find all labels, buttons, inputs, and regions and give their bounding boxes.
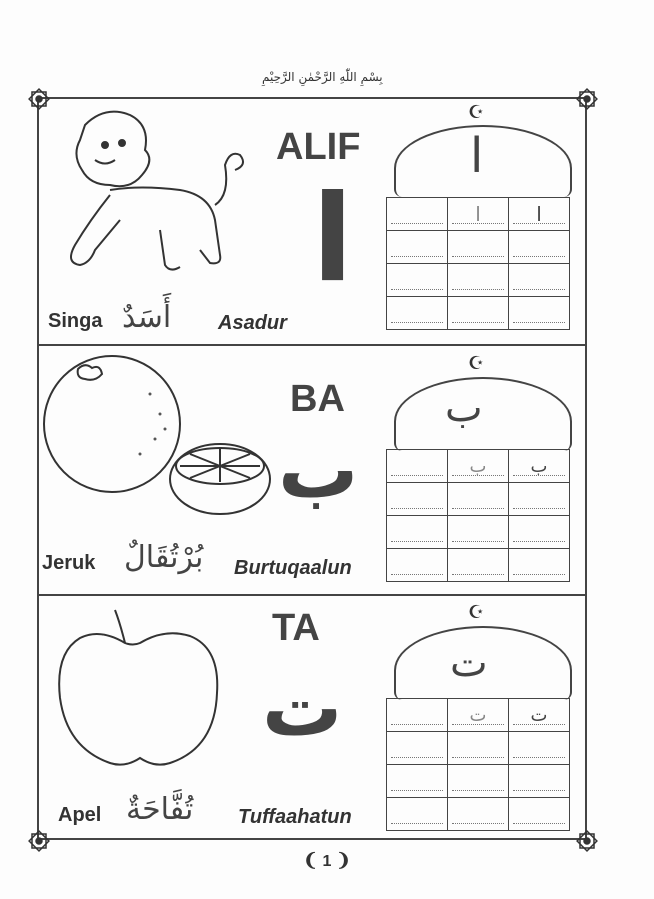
page-number: ❨ 1 ❩ — [303, 850, 351, 870]
practice-cell[interactable] — [448, 732, 509, 765]
practice-cell[interactable] — [387, 549, 448, 582]
corner-ornament-icon — [572, 826, 602, 856]
practice-cell[interactable] — [509, 732, 570, 765]
practice-cell[interactable] — [509, 798, 570, 831]
practice-cell[interactable] — [387, 798, 448, 831]
practice-cell[interactable] — [509, 264, 570, 297]
section-divider — [37, 344, 587, 346]
practice-cell[interactable]: ت — [448, 699, 509, 732]
practice-cell[interactable] — [448, 231, 509, 264]
practice-cell[interactable] — [509, 231, 570, 264]
big-letter-trace: ت — [262, 661, 343, 754]
practice-grid — [386, 698, 570, 831]
word-indonesian: Apel — [58, 804, 102, 826]
word-arabic: تُفَّاحَةٌ — [126, 792, 194, 827]
practice-cell[interactable] — [387, 297, 448, 330]
letter-title: TA — [272, 607, 320, 649]
practice-grid — [386, 449, 570, 582]
word-indonesian: Singa — [48, 310, 103, 332]
big-letter-trace: ب — [278, 423, 359, 516]
practice-cell[interactable] — [387, 450, 448, 483]
word-latin: Burtuqaalun — [234, 557, 352, 579]
practice-cell[interactable] — [509, 549, 570, 582]
basmalah-header: بِسْمِ اللّٰهِ الرَّحْمٰنِ الرَّحِيْمِ — [262, 70, 383, 84]
practice-cell[interactable] — [387, 198, 448, 231]
practice-cell[interactable]: ا — [509, 198, 570, 231]
practice-cell[interactable] — [387, 483, 448, 516]
practice-cell[interactable] — [387, 699, 448, 732]
dome-letter: ا — [470, 128, 484, 184]
practice-cell[interactable]: ب — [509, 450, 570, 483]
corner-ornament-icon — [572, 84, 602, 114]
word-indonesian: Jeruk — [42, 552, 96, 574]
practice-cell[interactable] — [448, 549, 509, 582]
practice-cell[interactable] — [448, 483, 509, 516]
practice-cell[interactable] — [387, 516, 448, 549]
practice-cell[interactable] — [387, 732, 448, 765]
practice-cell[interactable] — [448, 765, 509, 798]
practice-cell[interactable] — [448, 516, 509, 549]
crescent-star-icon: ☪ — [468, 602, 485, 622]
orange-drawing — [40, 354, 280, 524]
practice-cell[interactable]: ا — [448, 198, 509, 231]
practice-cell[interactable] — [387, 264, 448, 297]
section-divider — [37, 594, 587, 596]
word-arabic: بُرْتُقَالٌ — [124, 540, 204, 575]
apple-drawing — [55, 608, 225, 778]
word-latin: Tuffaahatun — [238, 806, 352, 828]
practice-cell[interactable] — [509, 765, 570, 798]
crescent-star-icon: ☪ — [468, 102, 485, 122]
practice-cell[interactable] — [387, 765, 448, 798]
practice-cell[interactable] — [448, 264, 509, 297]
crescent-star-icon: ☪ — [468, 353, 485, 373]
letter-title: ALIF — [276, 126, 361, 168]
practice-cell[interactable] — [509, 483, 570, 516]
word-latin: Asadur — [218, 312, 287, 334]
practice-cell[interactable] — [509, 297, 570, 330]
letter-title: BA — [290, 378, 345, 420]
practice-grid — [386, 197, 570, 330]
practice-cell[interactable] — [448, 297, 509, 330]
practice-cell[interactable] — [448, 798, 509, 831]
practice-cell[interactable] — [509, 516, 570, 549]
lion-drawing — [50, 105, 250, 285]
word-arabic: أَسَدٌ — [122, 300, 172, 335]
dome-letter: ت — [450, 640, 488, 686]
practice-cell[interactable] — [387, 231, 448, 264]
practice-cell[interactable]: ت — [509, 699, 570, 732]
practice-cell[interactable]: ب — [448, 450, 509, 483]
big-letter-trace: ا — [312, 170, 354, 309]
corner-ornament-icon — [24, 826, 54, 856]
dome-letter: ب — [445, 385, 483, 431]
